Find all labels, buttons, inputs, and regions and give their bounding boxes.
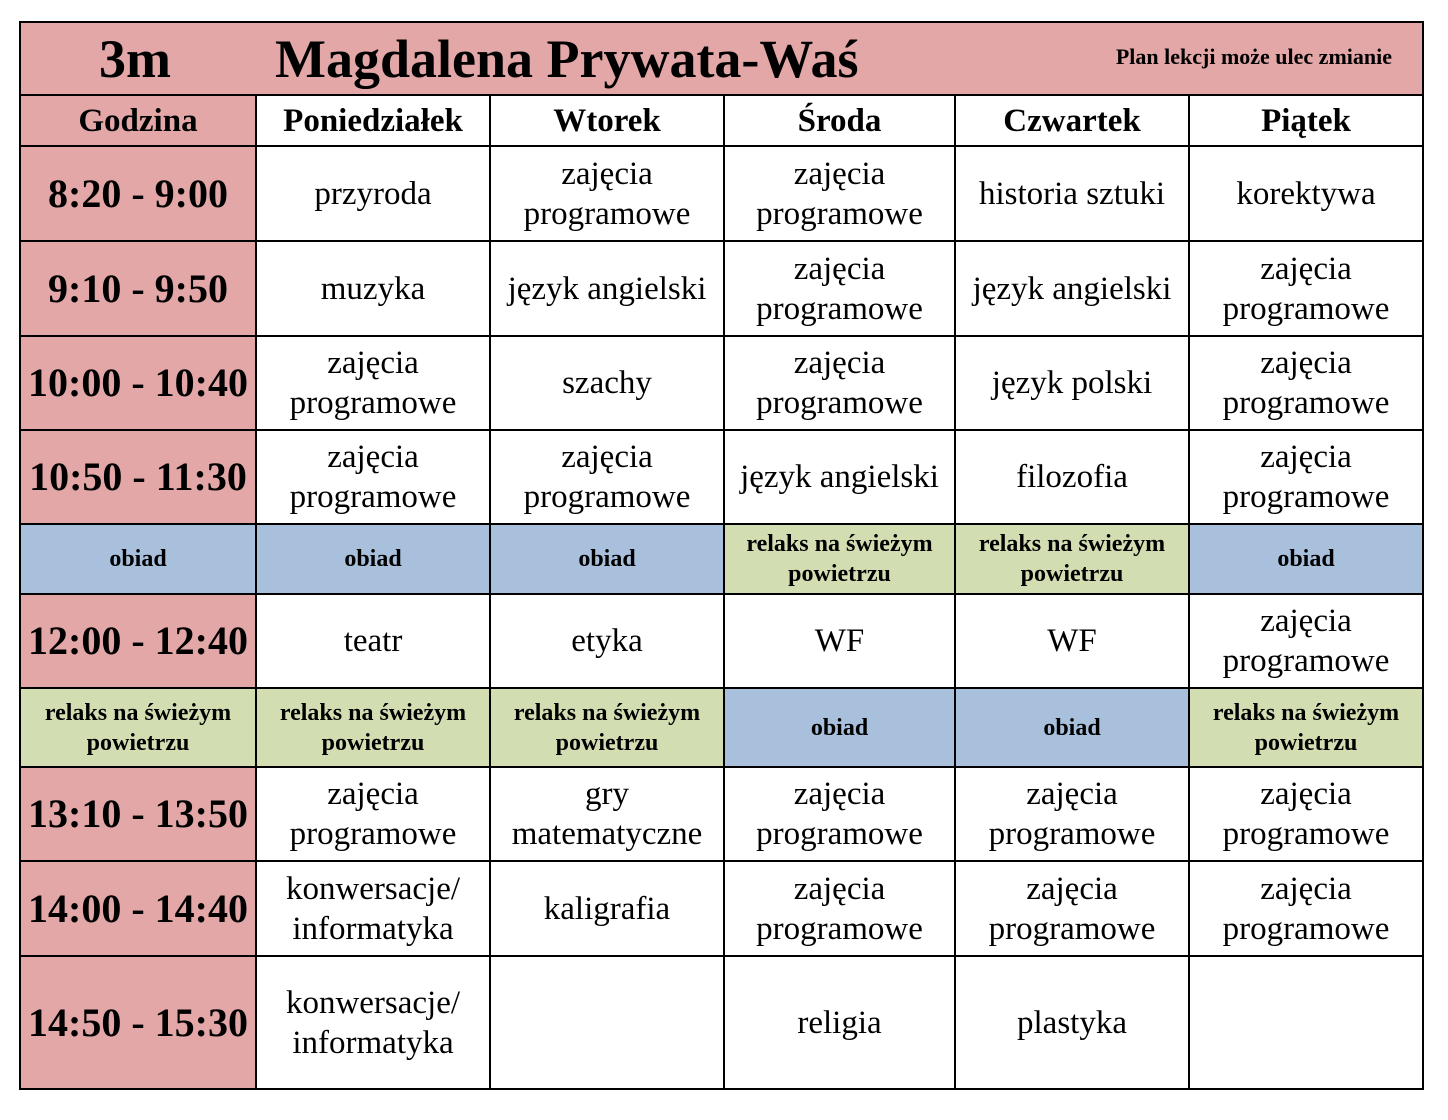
lesson-cell: język polski	[955, 336, 1189, 430]
column-header-thursday: Czwartek	[955, 96, 1189, 146]
break-cell-lunch: obiad	[490, 524, 724, 594]
break-cell-outdoor: relaks na świeżym powietrzu	[490, 688, 724, 767]
lesson-cell	[1189, 956, 1422, 1088]
lesson-cell: zajęcia programowe	[490, 146, 724, 241]
lesson-cell: zajęcia programowe	[1189, 861, 1422, 956]
teacher-name: Magdalena Prywata-Waś	[275, 29, 859, 89]
timetable-sheet	[19, 21, 1424, 1090]
time-slot: 9:10 - 9:50	[21, 241, 256, 336]
break-row	[21, 688, 1422, 767]
lesson-cell: zajęcia programowe	[256, 430, 490, 524]
time-slot: 10:00 - 10:40	[21, 336, 256, 430]
break-cell-outdoor: relaks na świeżym powietrzu	[1189, 688, 1422, 767]
time-slot: 14:00 - 14:40	[21, 861, 256, 956]
lesson-row	[21, 956, 1422, 1088]
lesson-cell: zajęcia programowe	[724, 241, 955, 336]
break-cell-outdoor: relaks na świeżym powietrzu	[256, 688, 490, 767]
lesson-cell: zajęcia programowe	[955, 767, 1189, 861]
lesson-cell: teatr	[256, 594, 490, 688]
lesson-cell: zajęcia programowe	[1189, 430, 1422, 524]
break-cell-outdoor: relaks na świeżym powietrzu	[21, 688, 256, 767]
lesson-row	[21, 430, 1422, 524]
break-row	[21, 524, 1422, 594]
lesson-cell: język angielski	[490, 241, 724, 336]
lesson-row	[21, 146, 1422, 241]
lesson-cell: szachy	[490, 336, 724, 430]
lesson-cell: religia	[724, 956, 955, 1088]
lesson-cell: kaligrafia	[490, 861, 724, 956]
lesson-cell: WF	[955, 594, 1189, 688]
time-slot: 8:20 - 9:00	[21, 146, 256, 241]
lesson-cell: zajęcia programowe	[1189, 767, 1422, 861]
lesson-cell: język angielski	[724, 430, 955, 524]
lesson-cell: zajęcia programowe	[724, 861, 955, 956]
timetable-header	[21, 23, 1422, 96]
break-cell-outdoor: relaks na świeżym powietrzu	[955, 524, 1189, 594]
lesson-cell: historia sztuki	[955, 146, 1189, 241]
column-header-tuesday: Wtorek	[490, 96, 724, 146]
lesson-cell: zajęcia programowe	[1189, 336, 1422, 430]
class-name: 3m	[99, 29, 171, 89]
lesson-cell: etyka	[490, 594, 724, 688]
lesson-cell: zajęcia programowe	[724, 336, 955, 430]
time-slot: 14:50 - 15:30	[21, 956, 256, 1088]
lesson-cell: korektywa	[1189, 146, 1422, 241]
column-header-friday: Piątek	[1189, 96, 1422, 146]
lesson-cell: zajęcia programowe	[256, 767, 490, 861]
lesson-cell	[490, 956, 724, 1088]
break-cell-lunch: obiad	[1189, 524, 1422, 594]
lesson-cell: konwersacje/ informatyka	[256, 956, 490, 1088]
lesson-cell: zajęcia programowe	[724, 767, 955, 861]
column-header-monday: Poniedziałek	[256, 96, 490, 146]
lesson-cell: język angielski	[955, 241, 1189, 336]
lesson-cell: zajęcia programowe	[256, 336, 490, 430]
column-header-hour: Godzina	[21, 96, 256, 146]
lesson-row	[21, 861, 1422, 956]
time-slot: 13:10 - 13:50	[21, 767, 256, 861]
lesson-row	[21, 767, 1422, 861]
header-row	[21, 96, 1422, 146]
lesson-cell: zajęcia programowe	[1189, 241, 1422, 336]
lesson-cell: WF	[724, 594, 955, 688]
lesson-cell: zajęcia programowe	[724, 146, 955, 241]
lesson-row	[21, 241, 1422, 336]
lesson-cell: konwersacje/ informatyka	[256, 861, 490, 956]
lesson-cell: filozofia	[955, 430, 1189, 524]
lesson-cell: zajęcia programowe	[955, 861, 1189, 956]
lesson-cell: plastyka	[955, 956, 1189, 1088]
lesson-cell: gry matematyczne	[490, 767, 724, 861]
lesson-row	[21, 336, 1422, 430]
timetable	[21, 96, 1422, 1088]
time-slot: 12:00 - 12:40	[21, 594, 256, 688]
lesson-cell: zajęcia programowe	[1189, 594, 1422, 688]
break-cell-lunch: obiad	[256, 524, 490, 594]
break-cell-outdoor: relaks na świeżym powietrzu	[724, 524, 955, 594]
break-cell-lunch: obiad	[955, 688, 1189, 767]
lesson-cell: przyroda	[256, 146, 490, 241]
time-slot: 10:50 - 11:30	[21, 430, 256, 524]
lesson-row	[21, 594, 1422, 688]
break-cell-lunch: obiad	[724, 688, 955, 767]
lesson-cell: muzyka	[256, 241, 490, 336]
column-header-wednesday: Środa	[724, 96, 955, 146]
change-notice: Plan lekcji może ulec zmianie	[1115, 44, 1392, 69]
break-cell-lunch: obiad	[21, 524, 256, 594]
lesson-cell: zajęcia programowe	[490, 430, 724, 524]
